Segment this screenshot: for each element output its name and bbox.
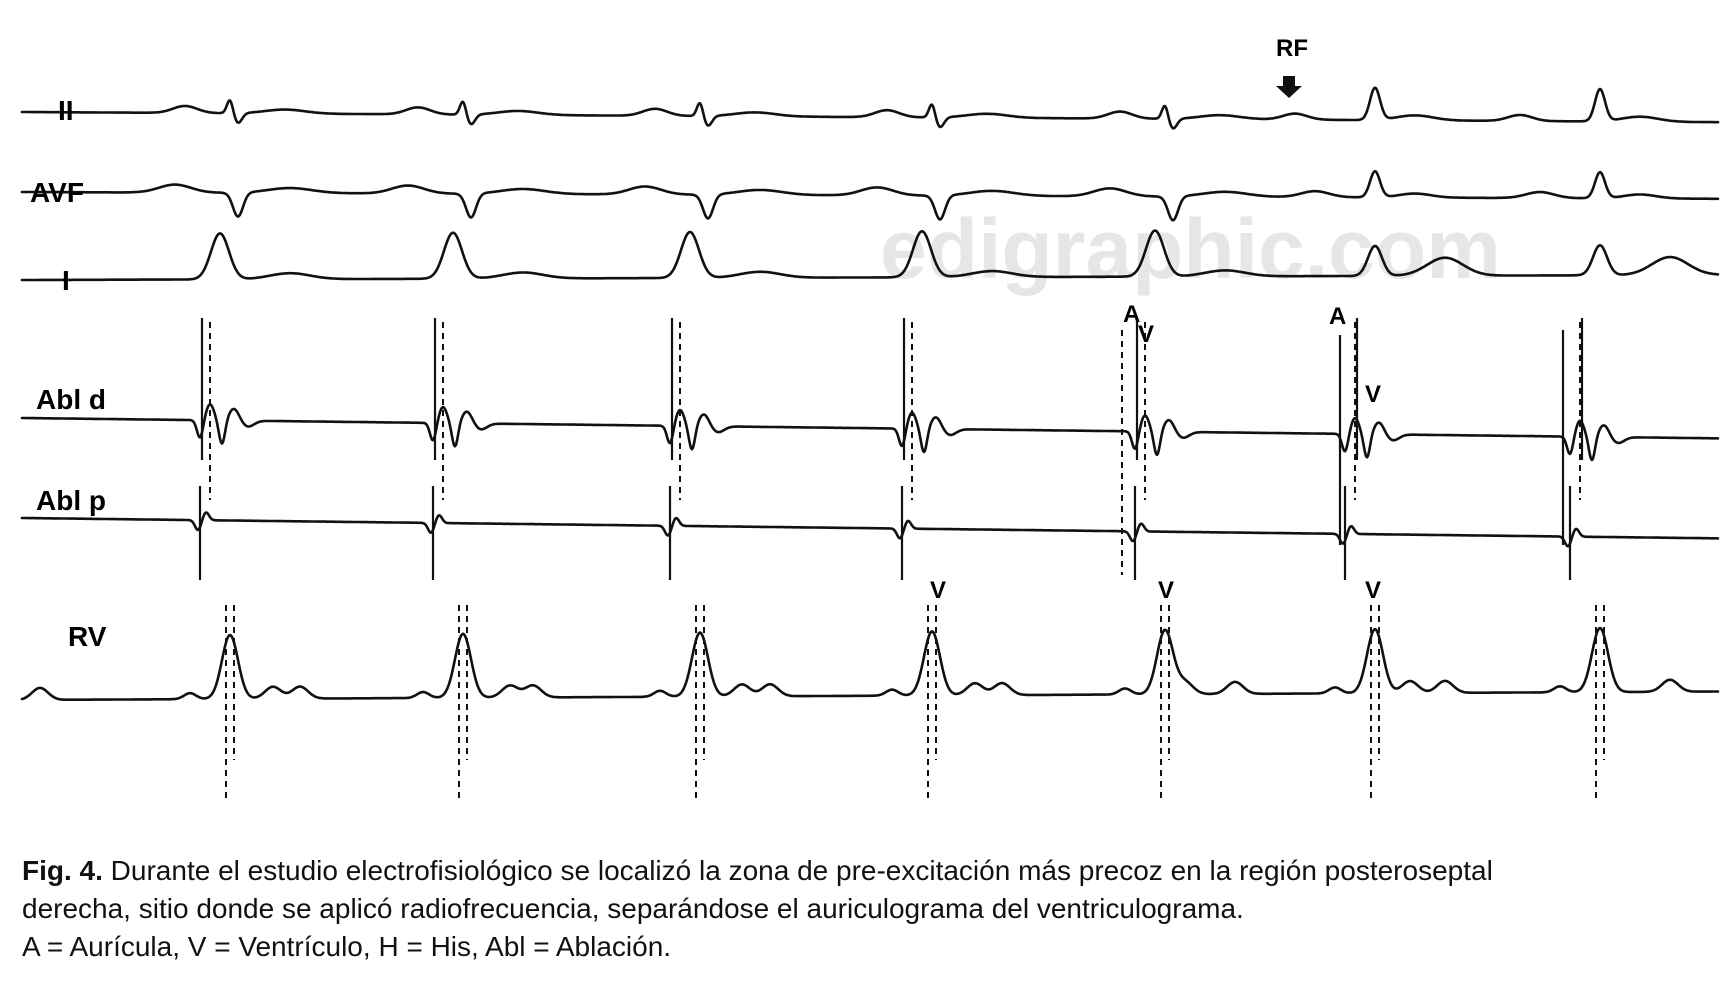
lead-label-abl-d: Abl d (36, 384, 106, 415)
trace-abl-d (22, 404, 1718, 460)
lead-label-rv: RV (68, 621, 107, 652)
lead-label-ii: II (58, 95, 74, 126)
caption-line-2: derecha, sitio donde se aplicó radiofrecuencia, separándose el auriculograma del ventriculograma. (22, 893, 1244, 924)
figure-number: Fig. 4. (22, 855, 103, 886)
marker-rv-v-3: V (1365, 577, 1382, 604)
marker-a-1: A (1123, 301, 1141, 328)
rf-arrow-icon (1276, 76, 1302, 98)
marker-v-1: V (1138, 321, 1155, 348)
lead-label-abl-p: Abl p (36, 485, 106, 516)
marker-rv-v-2: V (1158, 577, 1175, 604)
marker-v-2: V (1365, 381, 1382, 408)
trace-ii (22, 88, 1718, 129)
trace-abl-p (22, 513, 1718, 547)
watermark: edigraphic.com (880, 202, 1501, 296)
rf-label: RF (1276, 35, 1308, 62)
lead-label-i: I (62, 265, 70, 296)
caption-line-3: A = Aurícula, V = Ventrículo, H = His, Abl = Ablación. (22, 931, 672, 962)
intracardiac-spikes (200, 318, 1604, 800)
marker-a-2: A (1329, 303, 1347, 330)
marker-rv-v-1: V (930, 577, 947, 604)
caption-line-1: Durante el estudio electrofisiológico se localizó la zona de pre-excitación más precoz en la región posteroseptal (102, 855, 1493, 886)
trace-rv (22, 628, 1718, 700)
figure-caption (22, 852, 1722, 966)
lead-label-avf: AVF (30, 177, 84, 208)
